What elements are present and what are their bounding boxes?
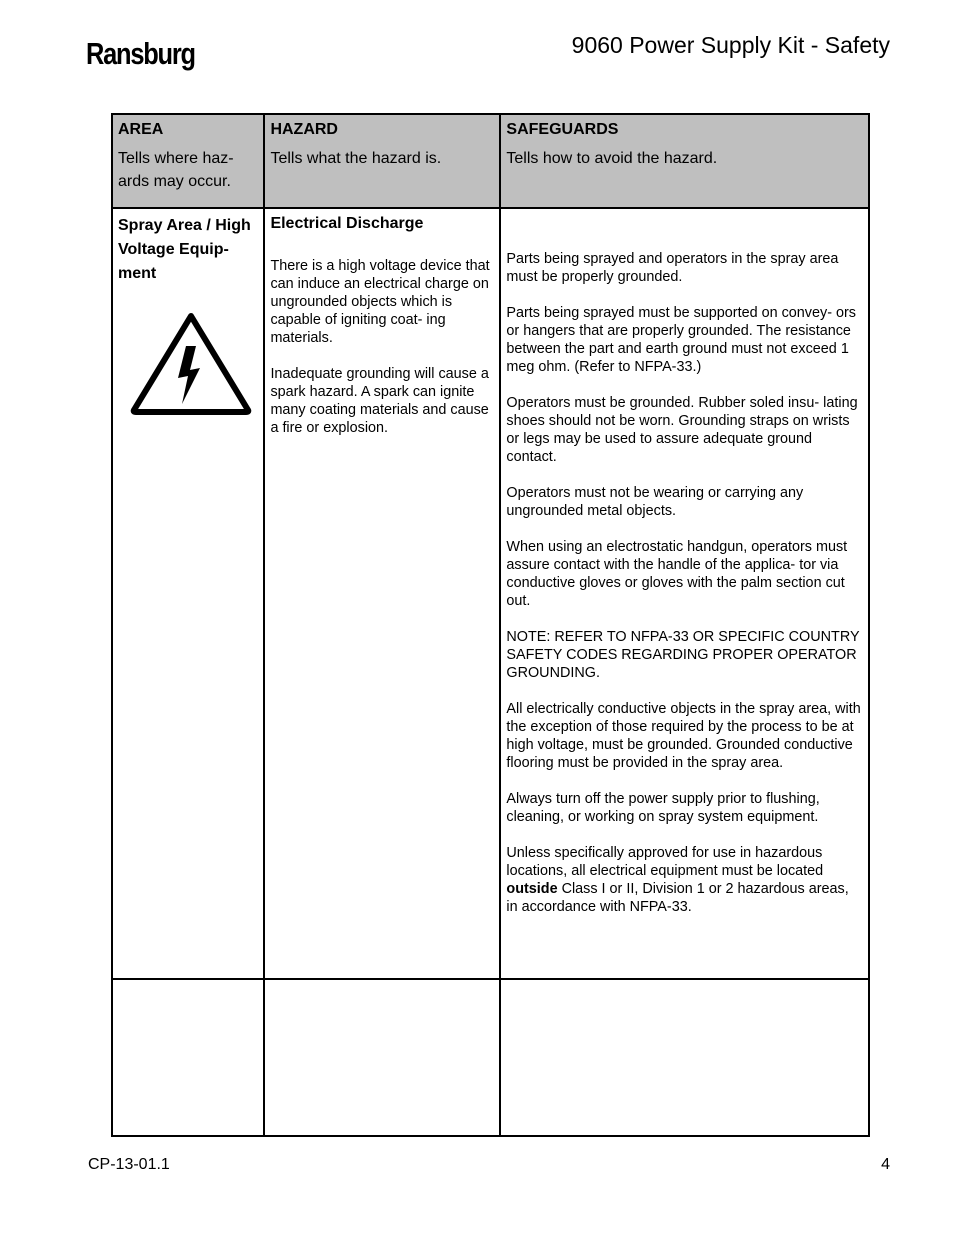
header-description: Tells how to avoid the hazard. <box>506 150 718 167</box>
header-label: AREA <box>118 121 164 138</box>
brand-logo: Ransburg <box>86 36 195 71</box>
header-safeguards <box>500 114 869 208</box>
empty-cell <box>500 979 869 1136</box>
hazard-cell <box>264 208 500 979</box>
empty-cell <box>112 979 264 1136</box>
safeguard-text: Class I or II, Division 1 or 2 hazardous areas, in accordance with NFPA-33. <box>506 881 849 915</box>
table-header-row <box>112 114 869 208</box>
safeguards-cell <box>500 208 869 979</box>
safeguard-paragraph: Always turn off the power supply prior to flushing, cleaning, or working on spray system equipment. <box>506 791 820 825</box>
document-number: CP-13-01.1 <box>88 1156 170 1173</box>
document-title: 9060 Power Supply Kit - Safety <box>571 32 890 58</box>
hazard-title: Electrical Discharge <box>270 215 424 232</box>
empty-table-row <box>112 979 869 1136</box>
safeguard-paragraph: NOTE: REFER TO NFPA-33 OR SPECIFIC COUNTRY SAFETY CODES REGARDING PROPER OPERATOR GROUNDING. <box>506 629 860 681</box>
empty-cell <box>264 979 500 1136</box>
area-title: Spray Area / High Voltage Equip- ment <box>118 217 251 282</box>
hazard-paragraph: There is a high voltage device that can induce an electrical charge on ungrounded objects which is capable of igniting coat- ing materials. <box>270 258 490 346</box>
hazard-table <box>111 113 870 1137</box>
safeguard-list <box>506 250 863 916</box>
header-description: Tells what the hazard is. <box>270 150 442 167</box>
safeguard-paragraph: Operators must be grounded. Rubber soled insu- lating shoes should not be worn. Grounding straps on wrists or legs may be used to assure adequate ground contact. <box>506 395 858 465</box>
safeguard-paragraph: Operators must not be wearing or carrying any ungrounded metal objects. <box>506 485 804 519</box>
hazard-paragraph: Inadequate grounding will cause a spark hazard. A spark can ignite many coating materials and cause a fire or explosion. <box>270 366 489 436</box>
safeguard-text: Unless specifically approved for use in hazardous locations, all electrical equipment must be located <box>506 845 824 879</box>
header-description: Tells where haz- ards may occur. <box>118 150 234 190</box>
header-area <box>112 114 264 208</box>
safeguard-paragraph: Parts being sprayed must be supported on convey- ors or hangers that are properly grounded. The resistance between the part and earth ground must not exceed 1 meg ohm. (Refer to NFPA-33.) <box>506 305 856 375</box>
header-label: SAFEGUARDS <box>506 121 619 138</box>
safeguard-emphasis: outside <box>506 881 558 897</box>
header-label: HAZARD <box>270 121 338 138</box>
safeguard-paragraph-final <box>506 844 863 916</box>
area-cell <box>112 208 264 979</box>
safeguard-paragraph: When using an electrostatic handgun, operators must assure contact with the handle of the applica- tor via conductive gloves or gloves with the palm section cut out. <box>506 539 848 609</box>
table-row <box>112 208 869 979</box>
safeguard-paragraph: Parts being sprayed and operators in the spray area must be properly grounded. <box>506 251 839 285</box>
safeguard-paragraph: All electrically conductive objects in the spray area, with the exception of those required by the process to be at high voltage, must be grounded. Grounded conductive flooring must be provided in the spray area. <box>506 701 861 771</box>
high-voltage-warning-icon <box>130 312 252 416</box>
page-number: 4 <box>881 1156 890 1173</box>
header-hazard <box>264 114 500 208</box>
